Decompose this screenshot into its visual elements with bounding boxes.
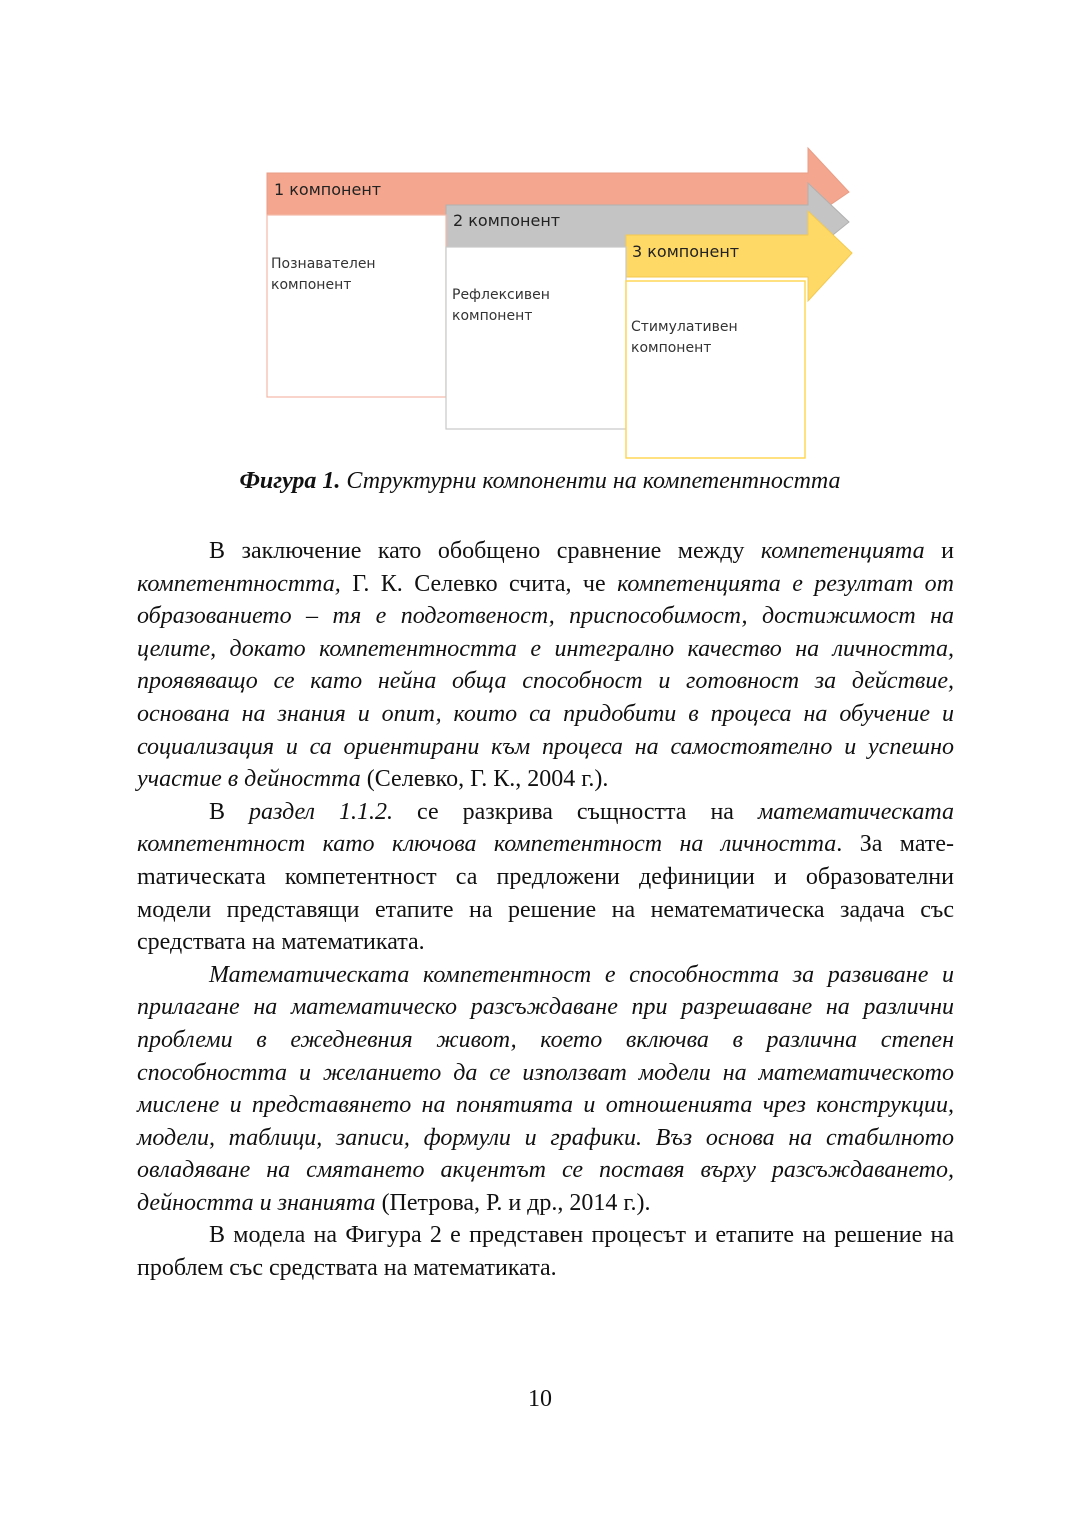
text-run: и <box>924 538 955 564</box>
paragraph <box>137 796 954 959</box>
text-run: (Петрова, Р. и др., 2014 г.). <box>375 1189 651 1216</box>
emphasized-text: раздел 1.1.2. <box>249 798 394 825</box>
paragraph <box>137 1219 954 1284</box>
paragraph <box>137 959 954 1220</box>
text-run: Г. К. Селевко счита, че <box>340 570 618 597</box>
emphasized-text: компетентността, <box>137 570 341 597</box>
emphasized-text: математическата компетентност като ключова компетентност на личността <box>137 798 954 858</box>
component-2-label-line1: Рефлексивен <box>452 287 550 303</box>
page-number: 10 <box>528 1386 552 1412</box>
component-3-label-line2: компонент <box>631 340 712 356</box>
component-3-label-line1: Стимулативен <box>631 319 738 335</box>
component-diagram <box>264 145 854 465</box>
emphasized-text: компетенцията <box>760 538 925 564</box>
component-1-label-line2: компонент <box>271 277 352 293</box>
body-text <box>137 535 954 1285</box>
text-run: В <box>209 798 250 825</box>
component-2-box <box>446 247 626 429</box>
component-3-box <box>626 281 805 458</box>
figure-caption <box>0 468 1080 495</box>
text-run: (Селевко, Г. К., 2004 г.). <box>360 766 609 793</box>
text-run: В модела на Фигура 2 е представен процесът и етапите на решение на проблем със средствата на математиката. <box>137 1222 954 1282</box>
component-2-label-line2: компонент <box>452 308 533 324</box>
paragraph <box>137 535 954 796</box>
emphasized-text: Математическата компетентност е способността за развиване и прилагане на математическо разсъждаване при разрешаване на различни проблеми в ежедневния живот, което включва в различна степен способността и желанието да се използват модели на математическото мислене и представянето на понятията и отношенията чрез конструкции, модели, таблици, записи, формули и графики. Въз основа на стабилното овладяване на смятането акцентът се поставя върху разсъждаването, дейността и знанията <box>137 961 954 1216</box>
text-run: В заключение като обобщено сравнение между <box>209 538 761 564</box>
component-3-title: 3 компонент <box>632 242 740 261</box>
component-1-label-line1: Познавателен <box>271 256 376 272</box>
text-run: . За матеmатическата компетентност са предложени дефиниции и образователни модели представящи етапите на решение на нематематическа задача със средствата на математиката. <box>137 831 954 956</box>
figure-caption-text: Структурни компоненти на компетентността <box>340 468 841 494</box>
component-2-title: 2 компонент <box>453 211 561 230</box>
text-run: се разкрива същността на <box>393 798 758 825</box>
figure-caption-label: Фигура 1. <box>239 468 341 494</box>
emphasized-text: компетенцията е резултат от образованието – тя е подготвеност, приспособимост, достижимост на целите, докато компетентността е интегрално качество на личността, проявяващо се като нейна обща способност и готовност за действие, основана на знания и опит, които са придобити в процеса на обучение и социализация и са ориентирани към процеса на самостоятелно и успешно участие в дейността <box>137 570 955 793</box>
component-1-title: 1 компонент <box>274 180 382 199</box>
component-1-box <box>267 215 446 397</box>
